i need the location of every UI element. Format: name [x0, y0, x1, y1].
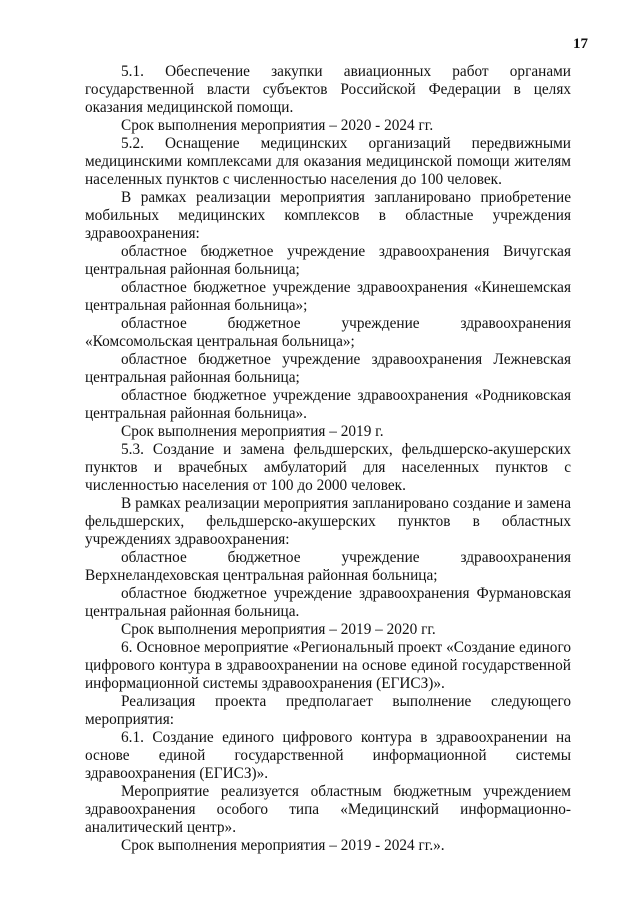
list-item-rodniki: областное бюджетное учреждение здравоохранения «Родниковская центральная районная больница».	[85, 387, 571, 422]
paragraph-5-3: 5.3. Создание и замена фельдшерских, фельдшерско-акушерских пунктов и врачебных амбулаторий для населенных пунктов с численностью населения от 100 до 2000 человек.	[85, 441, 571, 494]
list-item-vichuga: областное бюджетное учреждение здравоохранения Вичугская центральная районная больница;	[85, 243, 571, 278]
paragraph-6-1: 6.1. Создание единого цифрового контура в здравоохранении на основе единой государственной информационной системы здравоохранения (ЕГИСЗ)».	[85, 729, 571, 782]
deadline-5-2: Срок выполнения мероприятия – 2019 г.	[121, 423, 384, 440]
paragraph-5-2-intro: В рамках реализации мероприятия запланировано приобретение мобильных медицинских комплексов в областные учреждения здравоохранения:	[85, 189, 571, 242]
paragraph-6: 6. Основное мероприятие «Региональный проект «Создание единого цифрового контура в здравоохранении на основе единой государственной информационной системы здравоохранения (ЕГИСЗ)».	[85, 639, 571, 692]
list-item-lezhnevo: областное бюджетное учреждение здравоохранения Лежневская центральная районная больница;	[85, 351, 571, 386]
list-item-kineshma: областное бюджетное учреждение здравоохранения «Кинешемская центральная районная больница»;	[85, 279, 571, 314]
paragraph-6-intro: Реализация проекта предполагает выполнение следующего мероприятия:	[85, 693, 571, 728]
list-item-komsomolsk: областное бюджетное учреждение здравоохранения «Комсомольская центральная больница»;	[85, 315, 571, 350]
list-item-furmanov: областное бюджетное учреждение здравоохранения Фурмановская центральная районная больница.	[85, 585, 571, 620]
document-body	[85, 63, 571, 855]
deadline-6: Срок выполнения мероприятия – 2019 - 2024 гг.».	[121, 837, 445, 854]
deadline-5-3: Срок выполнения мероприятия – 2019 – 2020 гг.	[121, 621, 436, 638]
paragraph-5-2: 5.2. Оснащение медицинских организаций передвижными медицинскими комплексами для оказания медицинской помощи жителям населенных пунктов с численностью населения до 100 человек.	[85, 135, 571, 188]
paragraph-5-1: 5.1. Обеспечение закупки авиационных работ органами государственной власти субъектов Российской Федерации в целях оказания медицинской помощи.	[85, 63, 571, 116]
paragraph-5-3-intro: В рамках реализации мероприятия запланировано создание и замена фельдшерских, фельдшерско-акушерских пунктов в областных учреждениях здравоохранения:	[85, 495, 571, 548]
deadline-5-1: Срок выполнения мероприятия – 2020 - 2024 гг.	[121, 117, 434, 134]
page-number: 17	[573, 36, 588, 52]
list-item-verkhny-landekh: областное бюджетное учреждение здравоохранения Верхнеландеховская центральная районная больница;	[85, 549, 571, 584]
paragraph-6-1-executor: Мероприятие реализуется областным бюджетным учреждением здравоохранения особого типа «Медицинский информационно-аналитический центр».	[85, 783, 571, 836]
